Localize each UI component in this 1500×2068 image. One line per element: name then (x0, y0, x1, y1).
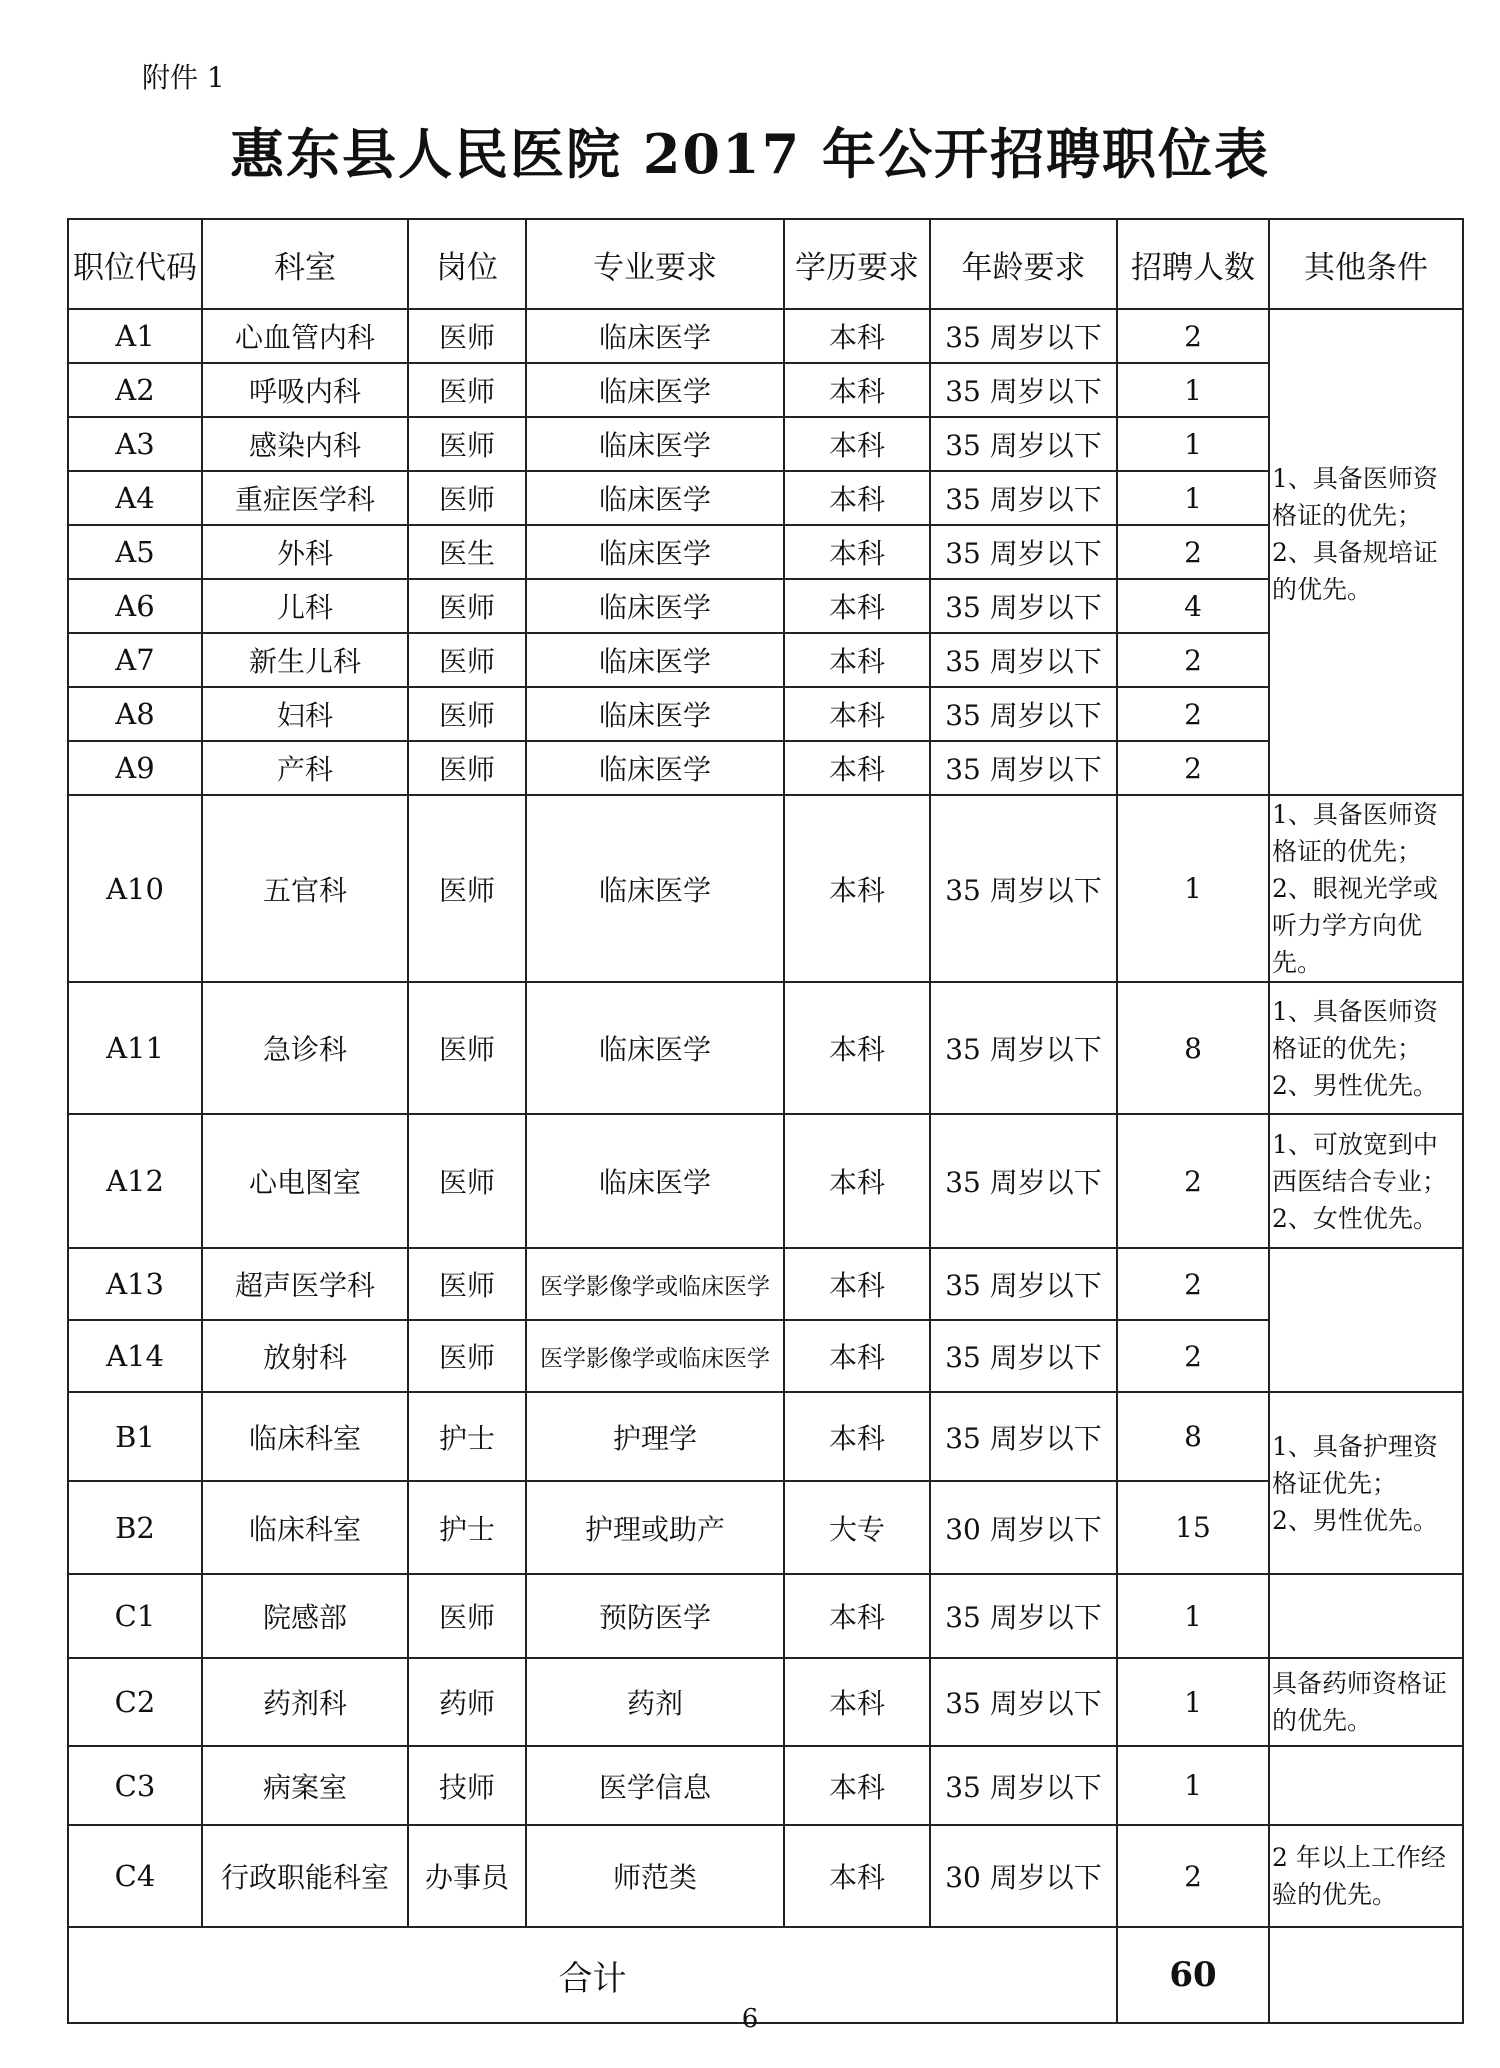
header-code: 职位代码 (68, 219, 202, 309)
cell-age: 35 周岁以下 (930, 1658, 1117, 1746)
table-row (68, 633, 1463, 687)
table-row (68, 741, 1463, 795)
cell-post: 技师 (408, 1746, 526, 1825)
cell-count: 4 (1117, 579, 1269, 633)
cell-edu: 本科 (784, 363, 930, 417)
table-row (68, 1392, 1463, 1481)
cell-edu: 本科 (784, 741, 930, 795)
header-age: 年龄要求 (930, 219, 1117, 309)
cell-age: 35 周岁以下 (930, 1574, 1117, 1658)
cell-post: 医师 (408, 363, 526, 417)
cell-dept: 新生儿科 (202, 633, 408, 687)
cell-major: 医学信息 (526, 1746, 784, 1825)
table-row (68, 1248, 1463, 1320)
cell-edu: 本科 (784, 1658, 930, 1746)
page-title: 惠东县人民医院 2017 年公开招聘职位表 (230, 122, 1270, 186)
table-row (68, 1658, 1463, 1746)
cell-code: C4 (68, 1825, 202, 1927)
cell-count: 1 (1117, 417, 1269, 471)
cell-dept: 心电图室 (202, 1114, 408, 1248)
header-edu: 学历要求 (784, 219, 930, 309)
cell-post: 医师 (408, 633, 526, 687)
cell-dept: 临床科室 (202, 1392, 408, 1481)
cell-count: 1 (1117, 1746, 1269, 1825)
table-row (68, 363, 1463, 417)
cell-code: A13 (68, 1248, 202, 1320)
header-count: 招聘人数 (1117, 219, 1269, 309)
cell-dept: 重症医学科 (202, 471, 408, 525)
cell-code: A7 (68, 633, 202, 687)
cell-age: 35 周岁以下 (930, 795, 1117, 982)
cell-post: 医师 (408, 1574, 526, 1658)
table-row (68, 1114, 1463, 1248)
cell-count: 1 (1117, 795, 1269, 982)
cell-major: 临床医学 (526, 795, 784, 982)
cell-edu: 本科 (784, 1825, 930, 1927)
cell-age: 35 周岁以下 (930, 579, 1117, 633)
cell-major: 临床医学 (526, 363, 784, 417)
cell-other-a10: 1、具备医师资格证的优先； 2、眼视光学或听力学方向优先。 (1269, 795, 1463, 982)
cell-dept: 外科 (202, 525, 408, 579)
cell-age: 35 周岁以下 (930, 1320, 1117, 1392)
recruitment-table (67, 218, 1464, 2024)
cell-other-a12: 1、可放宽到中西医结合专业； 2、女性优先。 (1269, 1114, 1463, 1248)
table-row (68, 417, 1463, 471)
header-major: 专业要求 (526, 219, 784, 309)
cell-major: 临床医学 (526, 633, 784, 687)
table-row (68, 982, 1463, 1114)
cell-dept: 放射科 (202, 1320, 408, 1392)
cell-code: C2 (68, 1658, 202, 1746)
cell-dept: 行政职能科室 (202, 1825, 408, 1927)
cell-age: 30 周岁以下 (930, 1825, 1117, 1927)
cell-dept: 儿科 (202, 579, 408, 633)
header-other: 其他条件 (1269, 219, 1463, 309)
cell-post: 护士 (408, 1392, 526, 1481)
table-row (68, 1746, 1463, 1825)
cell-major: 临床医学 (526, 579, 784, 633)
cell-major: 临床医学 (526, 741, 784, 795)
cell-edu: 本科 (784, 633, 930, 687)
cell-post: 医师 (408, 471, 526, 525)
cell-age: 35 周岁以下 (930, 1114, 1117, 1248)
cell-edu: 本科 (784, 525, 930, 579)
cell-post: 医师 (408, 1114, 526, 1248)
cell-count: 2 (1117, 1320, 1269, 1392)
cell-other-empty (1269, 1746, 1463, 1825)
cell-post: 医师 (408, 579, 526, 633)
cell-code: A6 (68, 579, 202, 633)
cell-dept: 心血管内科 (202, 309, 408, 363)
cell-age: 35 周岁以下 (930, 741, 1117, 795)
cell-code: A4 (68, 471, 202, 525)
cell-code: A10 (68, 795, 202, 982)
total-value: 60 (1117, 1927, 1269, 2023)
table-row (68, 687, 1463, 741)
cell-dept: 感染内科 (202, 417, 408, 471)
table-row (68, 795, 1463, 982)
cell-edu: 本科 (784, 1746, 930, 1825)
table-row (68, 1825, 1463, 1927)
cell-age: 35 周岁以下 (930, 1746, 1117, 1825)
cell-edu: 本科 (784, 1248, 930, 1320)
cell-dept: 院感部 (202, 1574, 408, 1658)
cell-edu: 本科 (784, 471, 930, 525)
cell-edu: 本科 (784, 1320, 930, 1392)
cell-count: 2 (1117, 309, 1269, 363)
cell-post: 医生 (408, 525, 526, 579)
cell-post: 办事员 (408, 1825, 526, 1927)
cell-age: 35 周岁以下 (930, 1248, 1117, 1320)
table-row (68, 1481, 1463, 1574)
cell-edu: 本科 (784, 579, 930, 633)
cell-major: 临床医学 (526, 309, 784, 363)
cell-code: A2 (68, 363, 202, 417)
cell-count: 2 (1117, 741, 1269, 795)
cell-other-a11: 1、具备医师资格证的优先； 2、男性优先。 (1269, 982, 1463, 1114)
cell-major: 临床医学 (526, 417, 784, 471)
cell-count: 1 (1117, 1658, 1269, 1746)
cell-other-a1-a9: 1、具备医师资格证的优先； 2、具备规培证的优先。 (1269, 309, 1463, 795)
cell-code: A8 (68, 687, 202, 741)
table-row (68, 471, 1463, 525)
cell-major: 护理学 (526, 1392, 784, 1481)
cell-major: 临床医学 (526, 525, 784, 579)
table-row (68, 525, 1463, 579)
cell-age: 35 周岁以下 (930, 417, 1117, 471)
cell-dept: 急诊科 (202, 982, 408, 1114)
cell-post: 医师 (408, 741, 526, 795)
table-row (68, 1320, 1463, 1392)
cell-dept: 妇科 (202, 687, 408, 741)
cell-major: 临床医学 (526, 1114, 784, 1248)
cell-age: 35 周岁以下 (930, 525, 1117, 579)
cell-code: A9 (68, 741, 202, 795)
cell-code: A1 (68, 309, 202, 363)
cell-count: 1 (1117, 471, 1269, 525)
cell-code: A14 (68, 1320, 202, 1392)
cell-age: 35 周岁以下 (930, 982, 1117, 1114)
total-label: 合计 (68, 1927, 1117, 2023)
cell-post: 护士 (408, 1481, 526, 1574)
cell-post: 医师 (408, 982, 526, 1114)
cell-other-c4: 2 年以上工作经验的优先。 (1269, 1825, 1463, 1927)
cell-count: 2 (1117, 1248, 1269, 1320)
cell-edu: 本科 (784, 309, 930, 363)
header-dept: 科室 (202, 219, 408, 309)
cell-count: 15 (1117, 1481, 1269, 1574)
cell-post: 医师 (408, 417, 526, 471)
cell-code: A12 (68, 1114, 202, 1248)
cell-edu: 本科 (784, 687, 930, 741)
cell-count: 2 (1117, 525, 1269, 579)
cell-edu: 本科 (784, 1392, 930, 1481)
cell-dept: 产科 (202, 741, 408, 795)
cell-major: 医学影像学或临床医学 (526, 1248, 784, 1320)
cell-dept: 呼吸内科 (202, 363, 408, 417)
cell-other-empty (1269, 1248, 1463, 1392)
cell-count: 1 (1117, 363, 1269, 417)
cell-post: 药师 (408, 1658, 526, 1746)
cell-dept: 病案室 (202, 1746, 408, 1825)
cell-code: B1 (68, 1392, 202, 1481)
cell-major: 药剂 (526, 1658, 784, 1746)
table-row (68, 1574, 1463, 1658)
cell-age: 35 周岁以下 (930, 471, 1117, 525)
cell-dept: 临床科室 (202, 1481, 408, 1574)
cell-edu: 本科 (784, 1114, 930, 1248)
cell-age: 35 周岁以下 (930, 633, 1117, 687)
cell-dept: 超声医学科 (202, 1248, 408, 1320)
cell-count: 2 (1117, 1825, 1269, 1927)
cell-age: 35 周岁以下 (930, 1392, 1117, 1481)
cell-major: 临床医学 (526, 982, 784, 1114)
cell-major: 护理或助产 (526, 1481, 784, 1574)
attachment-label: 附件 1 (142, 61, 225, 94)
cell-major: 医学影像学或临床医学 (526, 1320, 784, 1392)
cell-post: 医师 (408, 687, 526, 741)
cell-edu: 本科 (784, 795, 930, 982)
cell-edu: 本科 (784, 1574, 930, 1658)
header-row (68, 219, 1463, 309)
cell-age: 30 周岁以下 (930, 1481, 1117, 1574)
cell-major: 临床医学 (526, 471, 784, 525)
cell-major: 师范类 (526, 1825, 784, 1927)
cell-major: 临床医学 (526, 687, 784, 741)
cell-code: C1 (68, 1574, 202, 1658)
cell-other-b1-b2: 1、具备护理资格证优先； 2、男性优先。 (1269, 1392, 1463, 1574)
cell-major: 预防医学 (526, 1574, 784, 1658)
cell-count: 2 (1117, 687, 1269, 741)
cell-edu: 大专 (784, 1481, 930, 1574)
cell-count: 1 (1117, 1574, 1269, 1658)
cell-code: A3 (68, 417, 202, 471)
table-row (68, 579, 1463, 633)
cell-dept: 五官科 (202, 795, 408, 982)
cell-post: 医师 (408, 309, 526, 363)
cell-code: B2 (68, 1481, 202, 1574)
cell-edu: 本科 (784, 417, 930, 471)
cell-edu: 本科 (784, 982, 930, 1114)
cell-code: C3 (68, 1746, 202, 1825)
cell-code: A5 (68, 525, 202, 579)
table-row (68, 309, 1463, 363)
cell-dept: 药剂科 (202, 1658, 408, 1746)
cell-count: 2 (1117, 633, 1269, 687)
cell-age: 35 周岁以下 (930, 687, 1117, 741)
cell-post: 医师 (408, 795, 526, 982)
cell-count: 2 (1117, 1114, 1269, 1248)
cell-post: 医师 (408, 1248, 526, 1320)
cell-other-empty (1269, 1574, 1463, 1658)
page-number: 6 (741, 2004, 759, 2034)
cell-code: A11 (68, 982, 202, 1114)
cell-post: 医师 (408, 1320, 526, 1392)
cell-other-c2: 具备药师资格证的优先。 (1269, 1658, 1463, 1746)
cell-count: 8 (1117, 1392, 1269, 1481)
cell-age: 35 周岁以下 (930, 363, 1117, 417)
cell-age: 35 周岁以下 (930, 309, 1117, 363)
header-post: 岗位 (408, 219, 526, 309)
cell-count: 8 (1117, 982, 1269, 1114)
